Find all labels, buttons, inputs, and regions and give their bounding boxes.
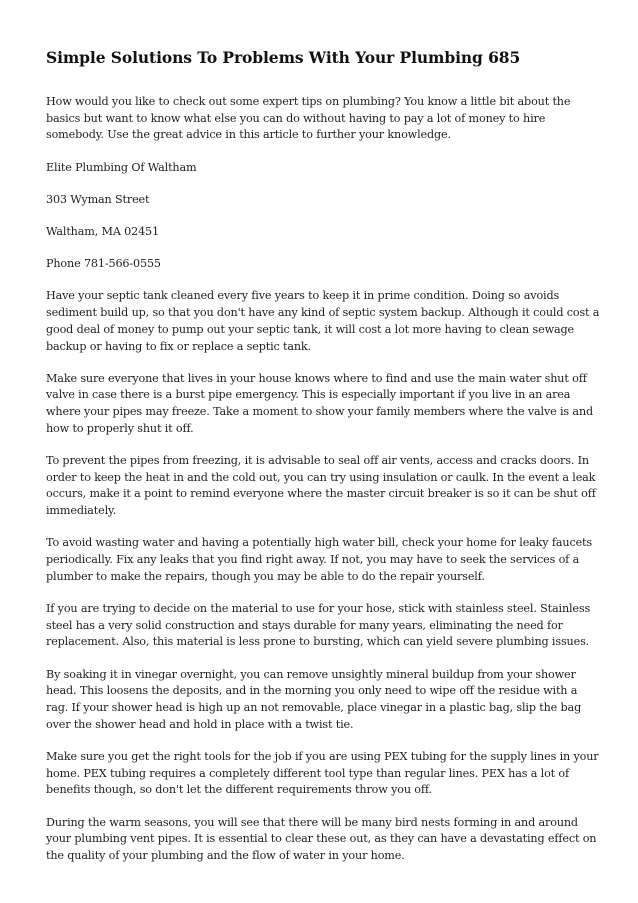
business-phone: Phone 781-566-0555 (46, 257, 161, 271)
business-city: Waltham, MA 02451 (46, 225, 159, 239)
business-name: Elite Plumbing Of Waltham (46, 160, 197, 174)
document-page (46, 48, 602, 880)
leaky-faucets-paragraph: To avoid wasting water and having a potentially high water bill, check your home for leaky faucets periodically. Fix any leaks that you find right away. If not, you may have to seek the services of a plumber to make the repairs, though you may be able to do the repair yourself. (46, 536, 592, 583)
shut-off-valve-paragraph: Make sure everyone that lives in your house knows where to find and use the main water shut off valve in case there is a burst pipe emergency. This is especially important if you live in an area where your pipes may freeze. Take a moment to show your family members where the valve is and how to properly shut it off. (46, 371, 594, 435)
shower-head-paragraph: By soaking it in vinegar overnight, you can remove unsightly mineral buildup from your shower head. This loosens the deposits, and in the morning you only need to wipe off the residue with a rag. If your shower head is high up an not removable, place vinegar in a plastic bag, slip the bag over the shower head and hold in place with a twist tie. (46, 667, 582, 731)
hose-material-paragraph: If you are trying to decide on the material to use for your hose, stick with stainless steel. Stainless steel has a very solid construction and stays durable for many years, eliminating the need for replacement. Also, this material is less prone to bursting, which can yield severe plumbing issues. (46, 601, 591, 649)
bird-nests-paragraph: During the warm seasons, you will see that there will be many bird nests forming in and around your plumbing vent pipes. It is essential to clear these out, as they can have a devastating effect on the quality of your plumbing and the flow of water in your home. (46, 815, 597, 862)
pex-tubing-paragraph: Make sure you get the right tools for the job if you are using PEX tubing for the supply lines in your home. PEX tubing requires a completely different tool type than regular lines. PEX has a lot of benefits though, so don't let the different requirements throw you off. (46, 749, 599, 797)
freezing-pipes-paragraph: To prevent the pipes from freezing, it is advisable to seal off air vents, access and cracks doors. In order to keep the heat in and the cold out, you can try using insulation or caulk. In the event a leak occurs, make it a point to remind everyone where the master circuit breaker is so it can be shut off immediately. (46, 454, 596, 518)
document-title: Simple Solutions To Problems With Your Plumbing 685 (46, 48, 521, 67)
septic-tank-paragraph: Have your septic tank cleaned every five years to keep it in prime condition. Doing so avoids sediment build up, so that you don't have any kind of septic system backup. Although it could cost a good deal of money to pump out your septic tank, it will cost a lot more having to clean sewage backup or having to fix or replace a septic tank. (46, 289, 600, 353)
business-street: 303 Wyman Street (46, 192, 150, 206)
intro-paragraph: How would you like to check out some expert tips on plumbing? You know a little bit about the basics but want to know what else you can do without having to pay a lot of money to hire somebody. Use the great advice in this article to further your knowledge. (46, 95, 571, 142)
